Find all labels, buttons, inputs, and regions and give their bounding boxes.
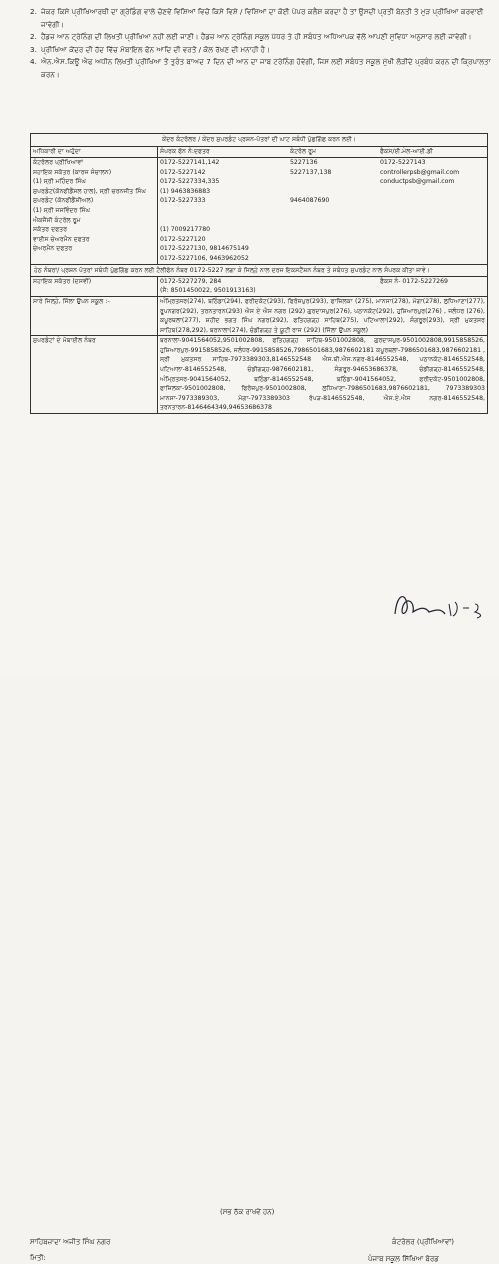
table-row [160, 225, 485, 235]
phone-value: 0172-5227333 [160, 197, 206, 205]
instruction-item [30, 6, 492, 31]
deputy-phone: 0172-5227279, 284 [160, 277, 222, 285]
control-room-header: ਕੰਟਰੋਲ ਰੂਮ [290, 148, 317, 155]
contact-values-column [158, 158, 488, 264]
table-row [160, 177, 485, 187]
empty-cell [380, 196, 490, 206]
officer-label: (1) ਸ੍ਰੀ ਜਸਵਿੰਦਰ ਸਿੰਘ [33, 206, 91, 214]
deputy-label: ਸਹਾਇਕ ਸਕੱਤਰ (ਦਸਵੀਂ) [31, 277, 158, 297]
table-row [31, 296, 487, 335]
empty-cell [160, 216, 230, 226]
phone-value: 0172-5227141,142 [160, 159, 220, 166]
control-room-value: 5227136 [290, 159, 318, 166]
closing-note: (ਸਭ ਠੱਕ ਰਾਖਵੇਂ ਹਨ) [220, 1208, 275, 1216]
empty-cell [160, 206, 230, 216]
districts-extensions: ਅੰਮ੍ਰਿਤਸਰ(274), ਬਠਿੰਡਾ(294), ਫਰੀਦਕੋਟ(293), ਫਿਰੋਜ਼ਪੁਰ(293), ਫਾਜ਼ਿਲਕਾ (275), ਮਾਨਸਾ(278), ਮੋਗਾ(278), ਲੁਧਿਆਣਾ(277), ਰੂਪਨਗਰ(292), ਤਰਨਤਾਰਨ(293) ਐਸ ਏ ਐਸ ਨਗਰ (292) ਗੁਰਦਾਸਪੁਰ(276), ਪਠਾਨਕੋਟ(292), ਹੁਸ਼ਿਆਰਪੁਰ(276) , ਜਲੰਧਰ (276), ਕਪੂਰਥਲਾ(277), ਸ਼ਹੀਦ ਭਗਤ ਸਿੰਘ ਨਗਰ(292), ਫਤਿਹਗੜ੍ਹ ਸਾਹਿਬ(275), ਪਟਿਆਲਾ(292), ਸੰਗਰੂਰ(293), ਸ੍ਰੀ ਮੁਕਤਸਰ ਸਾਹਿਬ(278,292), ਬਰਨਾਲਾ(274), ਚੰਡੀਗੜ੍ਹ ਤੇ ਯੂਟੀ ਰਾਜ (292) (ਜਿੱਲਾ ਉਪਨ ਸਕੂਲ) [158, 296, 488, 335]
fax-value: 0172-5227143 [380, 159, 426, 166]
table-row [160, 196, 485, 206]
table-row [160, 158, 485, 168]
table-row [160, 216, 485, 226]
instruction-number: 2. [30, 7, 37, 16]
instruction-text: ਜੇਕਰ ਕਿਸੇ ਪ੍ਰੀਖਿਆਰਥੀ ਦਾ ਗ੍ਰੇਡਿੰਗ ਵਾਲੇ ਚੋਣਵੇਂ ਵਿਸ਼ਿਆਂ ਵਿਚੋਂ ਕਿਸੇ ਵਿਸ਼ੇ / ਵਿਸ਼ਿਆਂ ਦਾ ਕੋਈ ਪੇਪਰ ਕਲੈਸ਼ ਕਰਦਾ ਹੈ ਤਾਂ ਉਸਦੀ ਪ੍ਰਤੀ ਬੇਨਤੀ ਤੇ ਮੁੜ ਪ੍ਰੀਖਿਆ ਕਰਵਾਈ ਜਾਵੇਗੀ। [41, 7, 484, 29]
mobiles-label: ਸੁਪਰਡੰਟਾਂ ਦੇ ਮੋਬਾਈਲ ਨੰਬਰ [31, 336, 158, 413]
officer-column [31, 158, 158, 264]
table-row [160, 168, 485, 178]
phone-header: ਸੰਪਰਕ ਫੋਨ ਨੰ:ਦਫਤਰ [160, 148, 210, 155]
phone-value: 0172-5227142 [160, 168, 206, 176]
extension-note: ਹੇਠ ਨੰਬਰਾਂ/ ਪ੍ਰਸ਼ਨ ਪੱਤਰਾਂ ਸਬੰਧੀ ਪੁੱਛਗਿੱਛ ਕਰਨ ਲਈ ਟੈਲੀਫੋਨ ਨੰਬਰ 0172-5227 ਲਗਾ ਕੇ ਜਿਲ੍ਹੇ ਨਾਲ ਦਰਜ ਇਕਸਟੈਂਸ਼ਨ ਨੰਬਰ ਤੇ ਸਬੰਧਤ ਸੁਪਰਡੰਟ ਨਾਲ ਸੰਪਰਕ ਕੀਤਾ ਜਾਵੇ। [31, 264, 487, 277]
empty-cell [290, 187, 380, 197]
control-room-value: 5227137,138 [290, 168, 332, 176]
table-row [160, 235, 485, 245]
table-row [160, 187, 485, 197]
officer-label: ਸਹਾਇਕ ਸਕੱਤਰ (ਕਾਰਜ ਸੰਚਾਲਨ) [33, 168, 112, 176]
districts-label: ਸਾਰੇ ਜਿਲ੍ਹੇ, ਜਿੱਲਾ ਉਪਨ ਸਕੂਲ :- [31, 296, 158, 335]
deputy-values [158, 277, 488, 297]
board-name: ਪੰਜਾਬ ਸਕੂਲ ਸਿੱਖਿਆ ਬੋਰਡ [368, 1255, 439, 1263]
contact-table-box [30, 133, 488, 414]
control-room-value [290, 177, 380, 187]
contact-table [31, 147, 487, 264]
email-link[interactable]: controllerpsb@gmail.com [380, 168, 460, 176]
table-row [160, 254, 485, 264]
handwritten-signature [385, 584, 495, 626]
table-header-row [31, 147, 487, 158]
mobile-value: 9464087690 [290, 197, 330, 205]
phone-value: (1) 9463836883 [160, 187, 211, 195]
instruction-number: 3. [30, 44, 37, 54]
phone-value: 0172-5227130, 9814675149 [160, 245, 249, 253]
instruction-item [30, 44, 492, 57]
officer-label: ਸਕੱਤਰ ਦਫਤਰ [33, 226, 68, 234]
superintendent-mobiles: ਬਰਨਾਲਾ-9041564052,9501002808, ਫਤਿਹਗੜ੍ਹ ਸਾਹਿਬ-9501002808, ਗੁਰਦਾਸਪੁਰ-9501002808,9915858526, ਹੁਸ਼ਿਆਰਪੁਰ-9915858526, ਜਲੰਧਰ-9915858526,7986501683,9876602181 ਕਪੂਰਥਲਾ-7986501683,9876602181 , ਸ੍ਰੀ ਮੁਕਤਸਰ ਸਾਹਿਬ-7973389303,8146552548 ਐਸ.ਬੀ.ਐਸ.ਨਗਰ-8146552548, ਪਠਾਨਕੋਟ-8146552548, ਪਟਿਆਲਾ-8146552548, ਚੰਡੀਗੜ੍ਹ-9876602181, ਸੰਗਰੂਰ-94653686378, ਚੰਡੀਗੜ੍ਹ-8146552548, ਅੰਮ੍ਰਿਤਸਰ-9041564052, ਬਠਿੰਡਾ-8146552548, ਬਠਿੰਡਾ-9041564052, ਫਰੀਦਕੋਟ-9501002808, ਫਾਜ਼ਿਲਕਾ-9501002808, ਫਿਰੋਜ਼ਪੁਰ-9501002808, ਲੁਧਿਆਣਾ-7986501683,9876602181, 7973389303 ਮਾਨਸਾ-7973389303, ਮੋਗਾ-7973389303 ਰੋਪੜ-8146552548, ਐਸ.ਏ.ਐਸ ਨਗਰ-8146552548, ਤਰਨਤਾਰਨ-8146464349,94653686378 [158, 336, 488, 413]
instruction-text: ਐਨ.ਐਸ.ਕਿਊ ਐਫ ਅਧੀਨ ਲਿਖਤੀ ਪ੍ਰੀਖਿਆ ਤੋਂ ਤੁਰੰਤ ਬਾਅਦ 7 ਦਿਨ ਦੀ ਆਨ ਦਾ ਜਾਬ ਟਰੇਨਿੰਗ ਹੋਵੇਗੀ, ਜਿਸ ਲਈ ਸਬੰਧਤ ਸਕੂਲ ਮੁੱਖੀ ਲੋੜੀਂਦੇ ਪ੍ਰਬੰਧ ਕਰਨ ਦੀ ਕ੍ਰਿਪਾਲਤਾ ਕਰਨ। [41, 57, 491, 79]
instruction-text: ਪ੍ਰੀਖਿਆ ਕੇਂਦਰ ਦੀ ਹੱਦ ਵਿੱਚ ਮੋਬਾਇਲ ਫੋਨ ਆਦਿ ਦੀ ਵਰਤੋਂ / ਕੋਲ ਰੱਖਣ ਦੀ ਮਨਾਹੀ ਹੈ। [41, 44, 270, 54]
officer-label: ਚੇਅਰਮੈਨ ਦਫਤਰ [33, 245, 73, 253]
instruction-number: 4. [30, 57, 37, 67]
email-link[interactable]: conductpsb@gmail.com [380, 178, 455, 186]
officer-label: (1) ਸ੍ਰੀ ਮਹਿੰਦਰ ਸਿੰਘ [33, 178, 86, 186]
deputy-mobile: (ਸੈ: 8501450022, 9501913163) [160, 287, 256, 295]
table-row [31, 336, 487, 413]
phone-value: 0172-5227106, 9463962052 [160, 254, 249, 262]
table-body-row [31, 158, 487, 264]
officer-header: ਅਧਿਕਾਰੀ ਦਾ ਅਹੁੱਦਾ [31, 147, 158, 158]
deputy-fax: ਫੈਕਸ ਨੰ- 0172-5227269 [380, 277, 448, 285]
fax-header: ਫੈਕਸ/ਈ.ਮੇਲ-ਆਈ.ਡੀ [380, 148, 433, 155]
table-row [160, 206, 485, 216]
phone-value: (1) 7009217780 [160, 226, 211, 234]
instructions-list [30, 6, 492, 82]
contact-columns-header [158, 147, 488, 158]
deputy-table [31, 277, 487, 413]
empty-cell [380, 187, 490, 197]
issuing-place: ਸਾਹਿਬਜ਼ਾਦਾ ਅਜੀਤ ਸਿੰਘ ਨਗਰ [30, 1238, 111, 1246]
signatory-designation: ਕੰਟਰੋਲਰ (ਪ੍ਰੀਖਿਆਵਾਂ) [392, 1238, 454, 1246]
instruction-text: ਹੈਂਡਜ਼ ਆਨ ਟ੍ਰੇਨਿੰਗ ਦੀ ਲਿਖਤੀ ਪ੍ਰੀਖਿਆ ਨਹੀਂ ਲਈ ਜਾਣੀ। ਹੈਂਡਜ਼ ਆਨ ਟ੍ਰੇਨਿੰਗ ਸਕੂਲ ਪੱਧਰ ਤੇ ਹੀ ਸਬੰਧਤ ਅਧਿਆਪਕ ਵੱਲੋਂ ਆਪਣੀ ਸੁਵਿਧਾ ਅਨੁਸਾਰ ਲਈ ਜਾਵੇਗੀ। [41, 32, 472, 42]
table-row [160, 244, 485, 254]
instruction-item [30, 56, 492, 81]
contact-table-title: ਕੇਂਦਰ ਕੰਟਰੋਲਰ / ਕੇਂਦਰ ਸੁਪਰਡੰਟ ਪ੍ਰਸ਼ਨ-ਪੱਤਰਾਂ ਦੀ ਘਾਟ ਸਬੰਧੀ ਪੁੱਛਗਿੱਛ ਕਰਨ ਲਈ। [31, 134, 487, 147]
phone-value: 0172-5227120 [160, 235, 206, 243]
officer-label: ਸੁਪਰਡੰਟ(ਕੋਨਫੀਡੈਂਸਲ ਹਾਲ), ਸ੍ਰੀ ਚਰਨਜੀਤ ਸਿੰਘ [33, 187, 146, 195]
officer-label: ਵਾਈਸ ਚੇਅਰਮੈਨ ਦਫਤਰ [33, 235, 90, 243]
date-label: ਮਿਤੀ: [30, 1254, 46, 1262]
instruction-item [30, 31, 492, 44]
phone-value: 0172-5227334,335 [160, 178, 220, 186]
officer-label: ਐਕਜੈਂਸੀ ਕੰਟਰੋਲ ਰੂਮ [33, 216, 81, 224]
officer-label: ਕੰਟਰੋਲਰ ਪ੍ਰੀਖਿਆਵਾਂ [33, 159, 83, 166]
table-row [31, 277, 487, 297]
officer-label: ਸੁਪਰਡੰਟ (ਕੋਨਫੀਡੈਂਸ਼ੀਅਲ) [33, 197, 94, 205]
empty-cell [290, 277, 380, 287]
instruction-number: 2. [30, 32, 37, 42]
